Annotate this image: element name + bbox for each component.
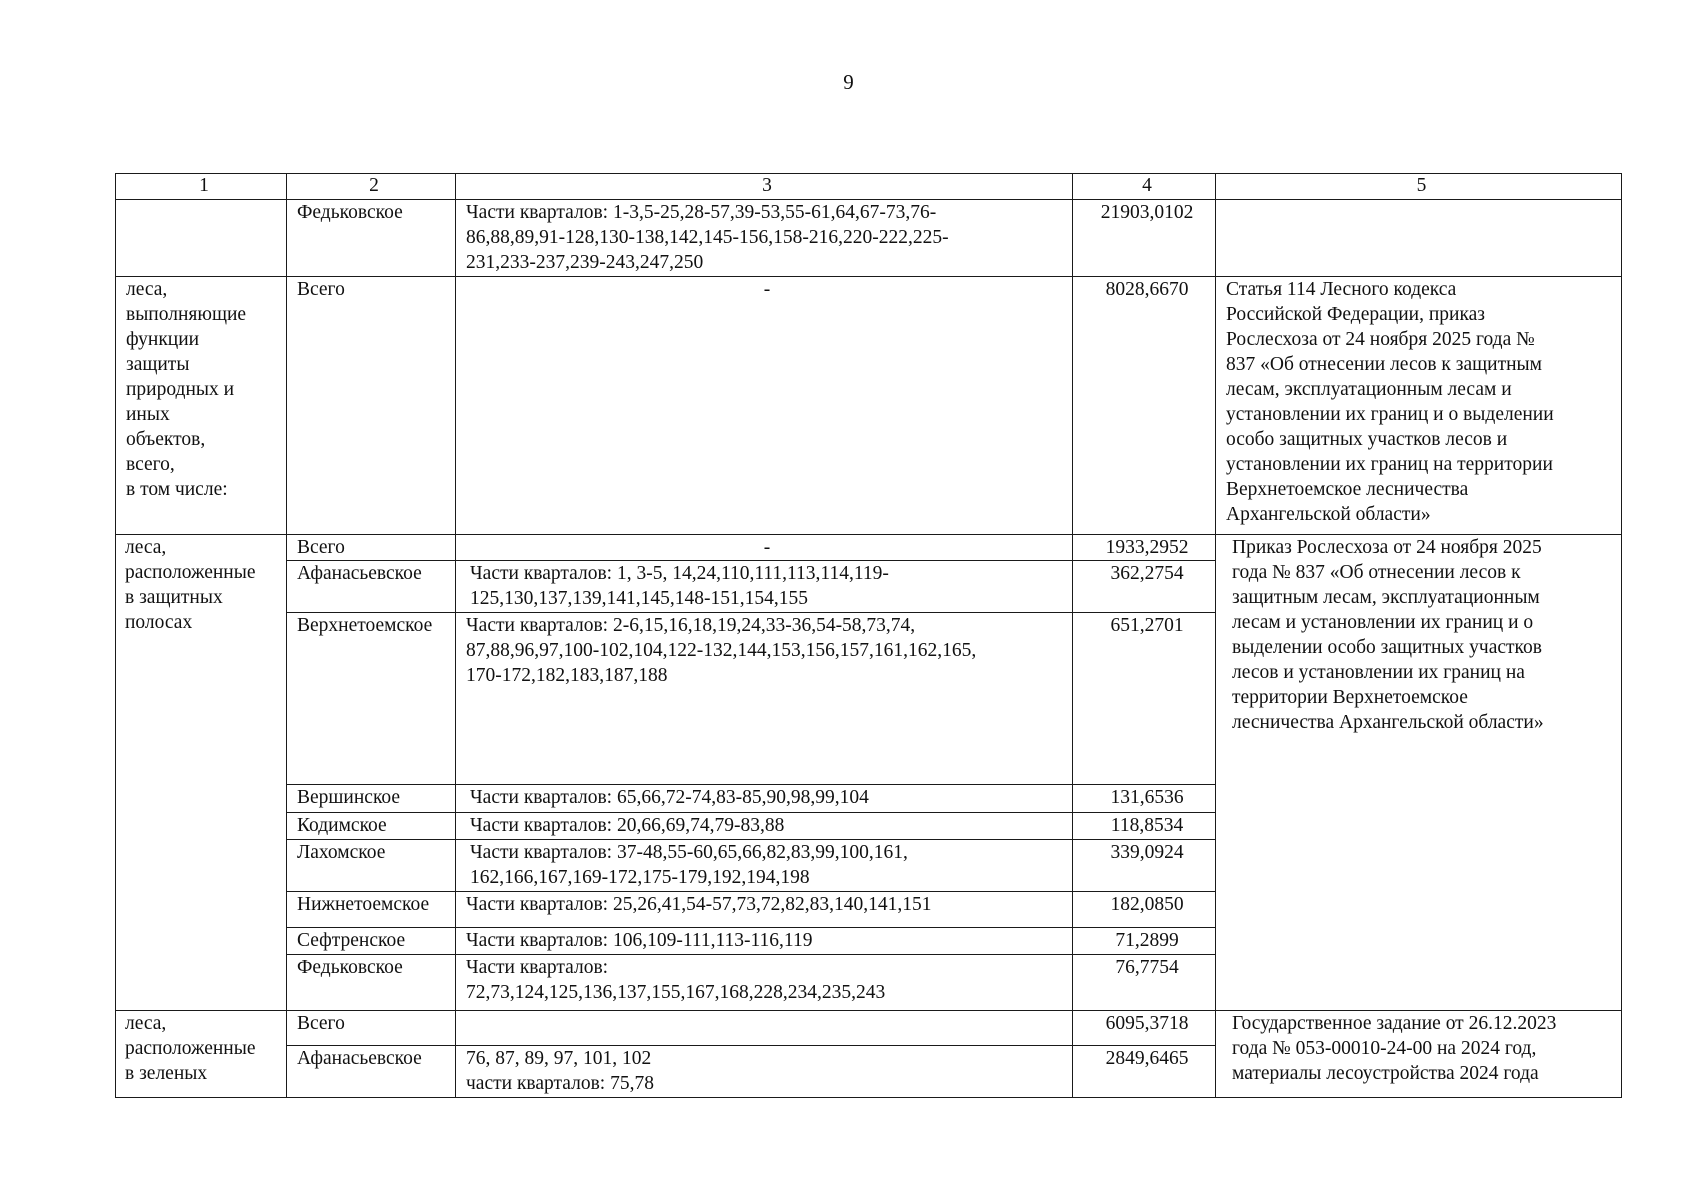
category-cell: леса, расположенные в защитных полосах [116, 535, 287, 1011]
forestry-name: Всего [287, 535, 456, 561]
category-cell: леса, расположенные в зеленых [116, 1011, 287, 1098]
column-number-3: 3 [456, 174, 1073, 200]
category-cell: леса, выполняющие функции защиты природных и иных объектов, всего, в том числе: [116, 277, 287, 535]
quarters-cell: Части кварталов: 65,66,72-74,83-85,90,98,99,104 [456, 785, 1073, 813]
area-value: 71,2899 [1073, 928, 1216, 955]
table-row [116, 1011, 1622, 1046]
area-value: 8028,6670 [1073, 277, 1216, 535]
quarters-cell: - [456, 277, 1073, 535]
forestry-name: Сефтренское [287, 928, 456, 955]
column-number-1: 1 [116, 174, 287, 200]
quarters-cell: Части кварталов: 20,66,69,74,79-83,88 [456, 813, 1073, 840]
forestry-name: Всего [287, 277, 456, 535]
page-number: 9 [843, 70, 854, 94]
quarters-cell: Части кварталов: 2-6,15,16,18,19,24,33-36,54-58,73,74, 87,88,96,97,100-102,104,122-132,144,153,156,157,161,162,165, 170-172,182,183,187,188 [456, 613, 1073, 785]
table-row [116, 535, 1622, 561]
forestry-name: Федьковское [287, 955, 456, 1011]
forestry-name: Федьковское [287, 200, 456, 277]
forestry-name: Афанасьевское [287, 561, 456, 613]
forestry-name: Вершинское [287, 785, 456, 813]
quarters-cell: Части кварталов: 106,109-111,113-116,119 [456, 928, 1073, 955]
area-value: 2849,6465 [1073, 1046, 1216, 1098]
quarters-cell: Части кварталов: 1, 3-5, 14,24,110,111,113,114,119- 125,130,137,139,141,145,148-151,154,155 [456, 561, 1073, 613]
category-cell [116, 200, 287, 277]
area-value: 182,0850 [1073, 892, 1216, 928]
forestry-name: Афанасьевское [287, 1046, 456, 1098]
forestry-name: Нижнетоемское [287, 892, 456, 928]
column-number-5: 5 [1216, 174, 1622, 200]
forestry-name: Всего [287, 1011, 456, 1046]
area-value: 6095,3718 [1073, 1011, 1216, 1046]
quarters-cell: Части кварталов: 1-3,5-25,28-57,39-53,55-61,64,67-73,76- 86,88,89,91-128,130-138,142,145-156,158-216,220-222,225- 231,233-237,239-243,247,250 [456, 200, 1073, 277]
basis-cell: Приказ Рослесхоза от 24 ноября 2025 года № 837 «Об отнесении лесов к защитным лесам, эксплуатационным лесам и установлении их границ и о выделении особо защитных участков лесов и установлении их границ на территории Верхнетоемское лесничества Архангельской области» [1216, 535, 1622, 1011]
area-value: 362,2754 [1073, 561, 1216, 613]
quarters-cell [456, 1011, 1073, 1046]
forestry-name: Верхнетоемское [287, 613, 456, 785]
area-value: 118,8534 [1073, 813, 1216, 840]
table-row [116, 277, 1622, 535]
area-value: 131,6536 [1073, 785, 1216, 813]
quarters-cell: - [456, 535, 1073, 561]
forest-table [115, 173, 1622, 1098]
table-header-row [116, 174, 1622, 200]
quarters-cell: 76, 87, 89, 97, 101, 102 части кварталов: 75,78 [456, 1046, 1073, 1098]
quarters-cell: Части кварталов: 25,26,41,54-57,73,72,82,83,140,141,151 [456, 892, 1073, 928]
area-value: 651,2701 [1073, 613, 1216, 785]
quarters-cell: Части кварталов: 72,73,124,125,136,137,155,167,168,228,234,235,243 [456, 955, 1073, 1011]
quarters-cell: Части кварталов: 37-48,55-60,65,66,82,83,99,100,161, 162,166,167,169-172,175-179,192,194,198 [456, 840, 1073, 892]
table-row [116, 200, 1622, 277]
forestry-name: Кодимское [287, 813, 456, 840]
area-value: 21903,0102 [1073, 200, 1216, 277]
column-number-2: 2 [287, 174, 456, 200]
area-value: 339,0924 [1073, 840, 1216, 892]
basis-cell: Государственное задание от 26.12.2023 года № 053-00010-24-00 на 2024 год, материалы лесоустройства 2024 года [1216, 1011, 1622, 1098]
area-value: 76,7754 [1073, 955, 1216, 1011]
area-value: 1933,2952 [1073, 535, 1216, 561]
basis-cell: Статья 114 Лесного кодекса Российской Федерации, приказ Рослесхоза от 24 ноября 2025 года № 837 «Об отнесении лесов к защитным лесам, эксплуатационным лесам и установлении их границ и о выделении особо защитных участков лесов и установлении их границ на территории Верхнетоемское лесничества Архангельской области» [1216, 277, 1622, 535]
forestry-name: Лахомское [287, 840, 456, 892]
column-number-4: 4 [1073, 174, 1216, 200]
basis-cell [1216, 200, 1622, 277]
